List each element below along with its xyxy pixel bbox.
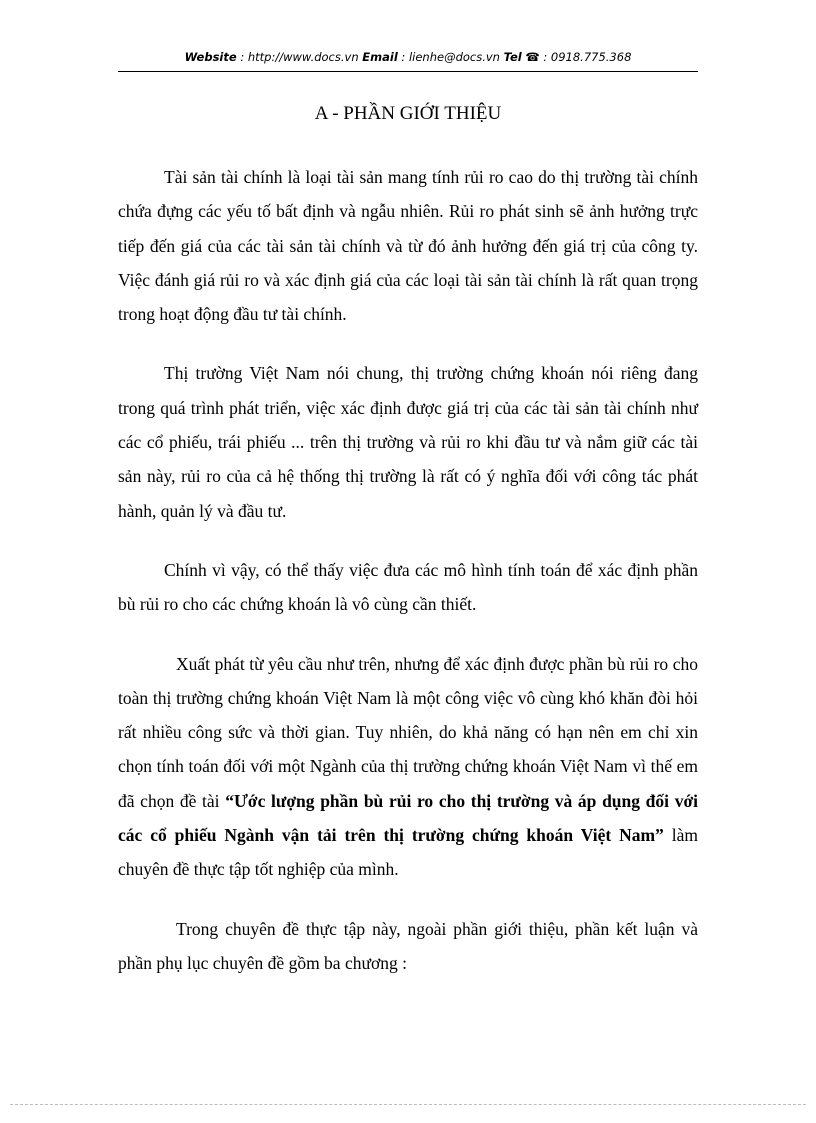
paragraph-1: Tài sản tài chính là loại tài sản mang tính rủi ro cao do thị trường tài chính chứa đựng các yếu tố bất định và ngẫu nhiên. Rủi ro phát sinh sẽ ảnh hưởng trực tiếp đến giá của các tài sản tài chính và từ đó ảnh hưởng đến giá trị của công ty. Việc đánh giá rủi ro và xác định giá của các loại tài sản tài chính là rất quan trọng trong hoạt động đầu tư tài chính. — [118, 167, 698, 325]
paragraph-4-text-start: Xuất phát từ yêu cầu như trên, nhưng để xác định được phần bù rủi ro cho toàn thị trường chứng khoán Việt Nam là một công việc vô cùng khó khăn đòi hỏi rất nhiều công sức và thời gian. Tuy nhiên, do khả năng có hạn nên em chỉ xin chọn tính toán đối với một Ngành của thị trường chứng khoán Việt Nam vì thế em đã chọn đề tài — [118, 653, 698, 811]
website-value: : http://www.docs.vn — [236, 50, 363, 64]
website-label: Website — [184, 50, 237, 64]
paragraph-4 — [118, 647, 698, 887]
paragraph-3: Chính vì vậy, có thể thấy việc đưa các mô hình tính toán để xác định phần bù rủi ro cho các chứng khoán là vô cùng cần thiết. — [118, 559, 698, 615]
tel-label: Tel — [503, 50, 522, 64]
thesis-topic-title: “Ước lượng phần bù rủi ro cho thị trường và áp dụng đối với các cổ phiếu Ngành vận tải trên thị trường chứng khoán Việt Nam” — [118, 790, 698, 846]
email-label: Email — [362, 50, 398, 64]
page-header — [118, 50, 698, 64]
email-value: : lienhe@docs.vn — [397, 50, 504, 64]
header-divider — [118, 71, 698, 72]
paragraph-4-text-end: làm chuyên đề thực tập tốt nghiệp của mình. — [118, 825, 698, 880]
paragraph-2: Thị trường Việt Nam nói chung, thị trường chứng khoán nói riêng đang trong quá trình phát triển, việc xác định được giá trị của các tài sản tài chính như các cổ phiếu, trái phiếu ... trên thị trường và rủi ro khi đầu tư và nắm giữ các tài sản này, rủi ro của cả hệ thống thị trường là rất có ý nghĩa đối với công tác phát hành, quản lý và đầu tư. — [118, 363, 698, 521]
paragraph-5: Trong chuyên đề thực tập này, ngoài phần giới thiệu, phần kết luận và phần phụ lục chuyên đề gồm ba chương : — [118, 918, 698, 973]
tel-value: : 0918.775.368 — [539, 50, 632, 64]
footer-divider — [10, 1104, 806, 1105]
document-body — [118, 160, 698, 1005]
section-title: A - PHẦN GIỚI THIỆU — [314, 103, 502, 124]
phone-icon: ☎ — [525, 50, 540, 64]
